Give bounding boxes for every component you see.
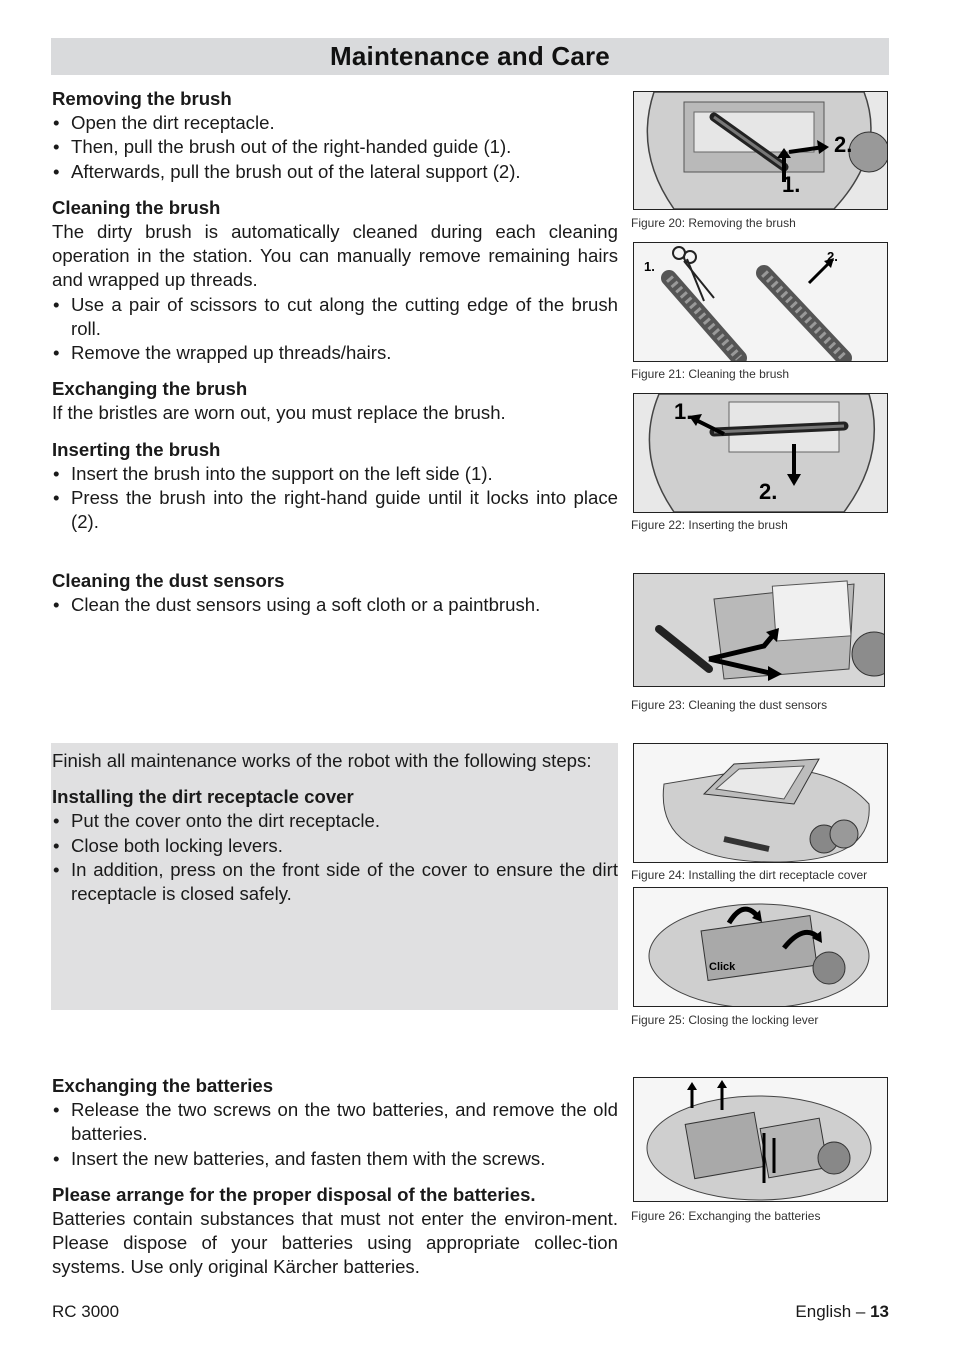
figure-caption: Figure 26: Exchanging the batteries <box>631 1209 821 1223</box>
brush-section <box>52 87 618 534</box>
list-item: • Insert the new batteries, and fasten them with the screws. <box>52 1147 618 1171</box>
robot-sensors-illustration <box>634 574 884 686</box>
batteries-list <box>52 1098 618 1171</box>
dust-section <box>52 569 618 617</box>
batteries-heading: Exchanging the batteries <box>52 1075 274 1096</box>
figure-inserting-brush <box>633 393 888 513</box>
label-1: 1. <box>644 259 655 274</box>
inserting-heading: Inserting the brush <box>52 438 221 460</box>
list-item: • Press the brush into the right-hand guide until it locks into place (2). <box>52 486 618 534</box>
robot-batteries-illustration <box>634 1078 887 1201</box>
cleaning-heading: Cleaning the brush <box>52 196 221 218</box>
exchanging-text: If the bristles are worn out, you must replace the brush. <box>52 402 506 424</box>
disposal-text: Batteries contain substances that must not enter the environ-ment. Please dispose of your batteries using appropriate collec-tion systems. Use only original Kärcher batteries. <box>52 1208 618 1278</box>
figure-installing-cover <box>633 743 888 863</box>
figure-caption: Figure 20: Removing the brush <box>631 216 796 230</box>
list-item: • Afterwards, pull the brush out of the lateral support (2). <box>52 160 618 184</box>
robot-cover-illustration <box>634 744 887 862</box>
cover-list <box>52 809 618 906</box>
footer-model: RC 3000 <box>52 1302 120 1321</box>
label-1: 1. <box>782 172 801 197</box>
cover-heading: Installing the dirt receptacle cover <box>52 786 354 808</box>
page-title: Maintenance and Care <box>330 41 610 71</box>
list-item: • Release the two screws on the two batteries, and remove the old batteries. <box>52 1098 618 1146</box>
finish-section <box>52 749 618 906</box>
batteries-section <box>52 1074 618 1280</box>
figure-caption: Figure 21: Cleaning the brush <box>631 367 790 381</box>
robot-brush-illustration <box>634 394 887 512</box>
figure-locking-lever <box>633 887 888 1007</box>
figure-caption: Figure 22: Inserting the brush <box>631 518 788 532</box>
cleaning-text: The dirty brush is automatically cleaned during each cleaning operation in the station. You can manually remove remaining hairs and wrapped up threads. <box>52 221 618 291</box>
exchanging-heading: Exchanging the brush <box>52 378 248 400</box>
dust-list <box>52 593 618 617</box>
label-2: 2. <box>827 249 838 264</box>
brush-rolls-illustration <box>634 243 887 361</box>
finish-intro: Finish all maintenance works of the robot with the following steps: <box>52 750 592 771</box>
label-1: 1. <box>674 399 693 424</box>
list-item: • Close both locking levers. <box>52 834 618 858</box>
list-item: • Open the dirt receptacle. <box>52 111 618 135</box>
footer-page <box>795 1302 889 1322</box>
removing-heading: Removing the brush <box>52 88 232 109</box>
cleaning-list <box>52 293 618 366</box>
footer-language: English – <box>795 1302 866 1321</box>
robot-brush-illustration <box>634 92 887 209</box>
figure-caption: Figure 23: Cleaning the dust sensors <box>631 698 828 712</box>
label-2: 2. <box>759 479 778 504</box>
figure-dust-sensors <box>633 573 885 687</box>
list-item: • Then, pull the brush out of the right-handed guide (1). <box>52 135 618 159</box>
disposal-heading: Please arrange for the proper disposal of the batteries. <box>52 1183 536 1205</box>
list-item: • Put the cover onto the dirt receptacle. <box>52 809 618 833</box>
robot-lever-illustration <box>634 888 887 1006</box>
figure-caption: Figure 25: Closing the locking lever <box>631 1013 819 1027</box>
list-item: • Insert the brush into the support on the left side (1). <box>52 462 618 486</box>
figure-exchanging-batteries <box>633 1077 888 1202</box>
list-item: • Use a pair of scissors to cut along the cutting edge of the brush roll. <box>52 293 618 341</box>
list-item: • Remove the wrapped up threads/hairs. <box>52 341 618 365</box>
figure-cleaning-brush <box>633 242 888 362</box>
removing-list <box>52 111 618 184</box>
list-item: • In addition, press on the front side of the cover to ensure the dirt receptacle is closed safely. <box>52 858 618 906</box>
list-item: • Clean the dust sensors using a soft cloth or a paintbrush. <box>52 593 618 617</box>
inserting-list <box>52 462 618 535</box>
figure-caption: Figure 24: Installing the dirt receptacle cover <box>631 868 868 882</box>
page-number: 13 <box>870 1302 889 1321</box>
dust-heading: Cleaning the dust sensors <box>52 570 285 591</box>
label-2: 2. <box>834 132 853 157</box>
click-label: Click <box>709 961 736 973</box>
figure-removing-brush <box>633 91 888 210</box>
title-bar <box>51 38 889 75</box>
